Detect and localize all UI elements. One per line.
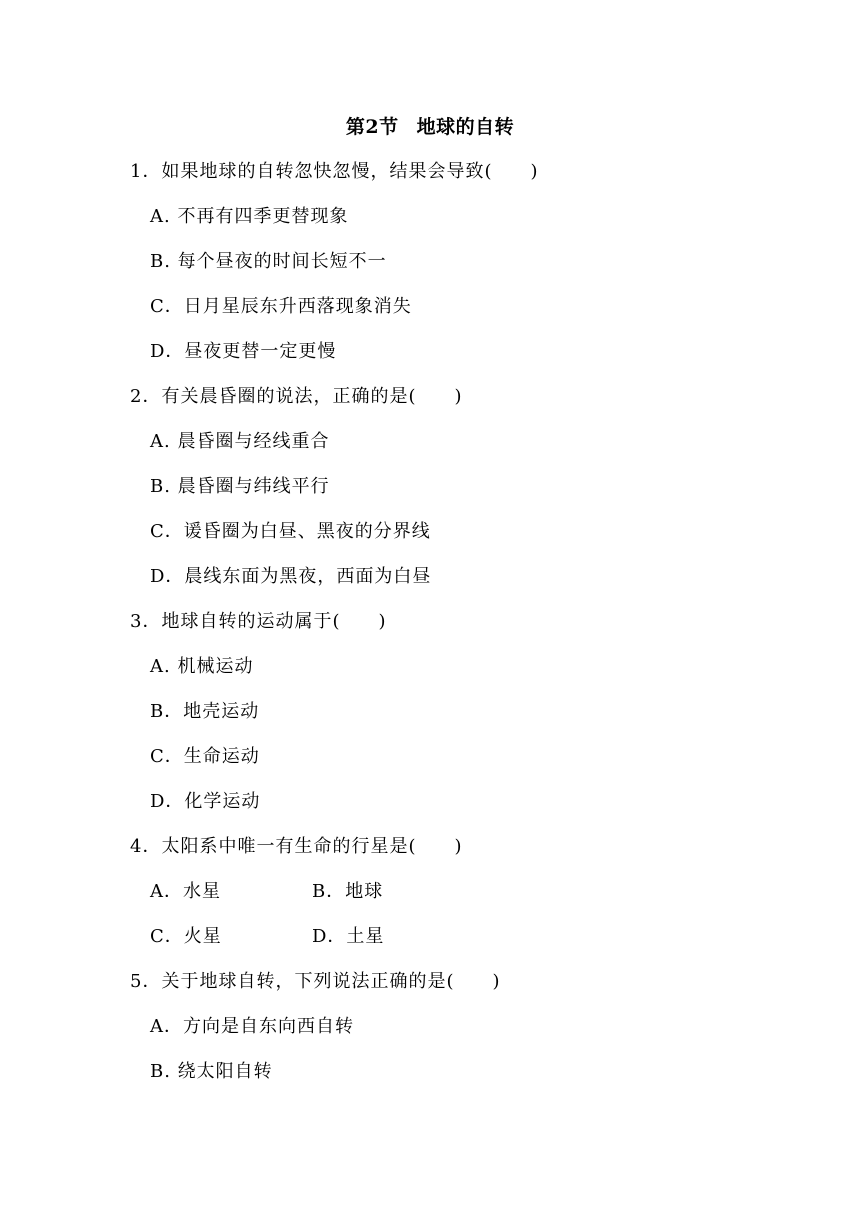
question-4-option-b: B．地球 <box>312 881 384 902</box>
question-4-option-d: D．土星 <box>312 926 385 947</box>
question-2-option-c: C．谖昏圈为白昼、黑夜的分界线 <box>150 521 431 542</box>
question-4-stem: 4．太阳系中唯一有生命的行星是( ) <box>130 836 463 857</box>
section-number: 第2节 <box>345 116 399 138</box>
question-1-option-a: A. 不再有四季更替现象 <box>150 206 349 227</box>
question-5-stem: 5．关于地球自转，下列说法正确的是( ) <box>130 971 501 992</box>
question-1-stem: 1．如果地球的自转忽快忽慢，结果会导致( ) <box>130 161 539 182</box>
question-3-option-c: C．生命运动 <box>150 746 260 767</box>
question-4-option-a: A．水星 <box>150 881 221 902</box>
question-2-option-a: A. 晨昏圈与经线重合 <box>150 431 330 452</box>
question-3-option-a: A. 机械运动 <box>150 656 254 677</box>
question-3-option-b: B．地壳运动 <box>150 701 260 722</box>
question-5-option-b: B. 绕太阳自转 <box>150 1061 273 1082</box>
question-1-option-c: C．日月星辰东升西落现象消失 <box>150 296 412 317</box>
question-3-option-d: D．化学运动 <box>150 791 261 812</box>
question-3-stem: 3．地球自转的运动属于( ) <box>130 611 387 632</box>
section-name: 地球的自转 <box>416 116 515 138</box>
question-1-option-b: B. 每个昼夜的时间长短不一 <box>150 251 387 272</box>
question-1-option-d: D．昼夜更替一定更慢 <box>150 341 337 362</box>
page-title <box>0 114 860 140</box>
question-5-option-a: A．方向是自东向西自转 <box>150 1016 354 1037</box>
question-2-option-d: D．晨线东面为黑夜，西面为白昼 <box>150 566 432 587</box>
question-4-option-c: C．火星 <box>150 926 222 947</box>
question-2-stem: 2．有关晨昏圈的说法，正确的是( ) <box>130 386 463 407</box>
question-2-option-b: B. 晨昏圈与纬线平行 <box>150 476 330 497</box>
